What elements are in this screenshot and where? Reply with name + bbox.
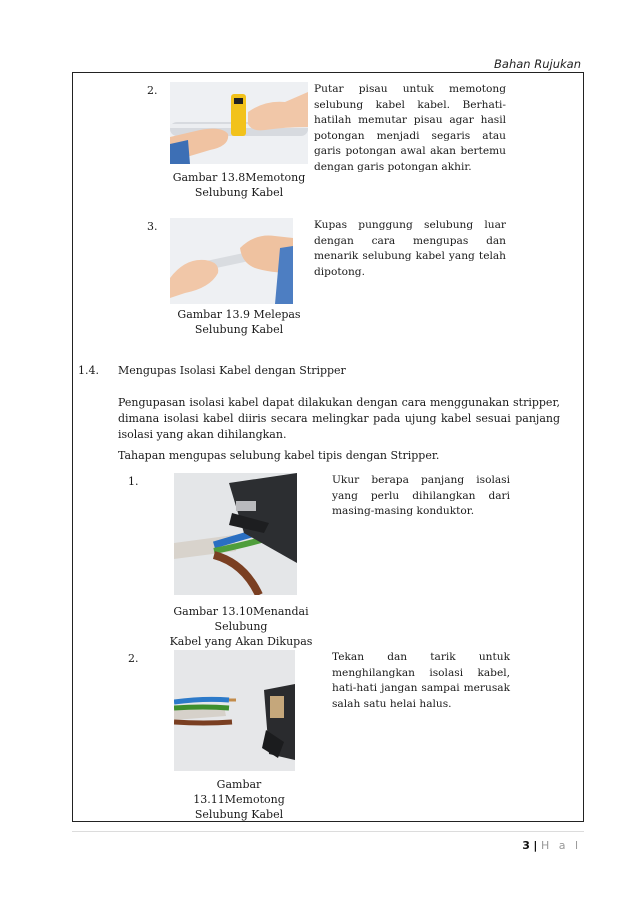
figure-caption: Gambar 13.10Menandai Selubung Kabel yang Akan Dikupas [169, 605, 313, 648]
photo-marking-insulation [174, 473, 297, 595]
step-number: 2. [128, 652, 139, 665]
photo-stripping-insulation [174, 650, 295, 771]
section-number: 1.4. [78, 364, 99, 377]
step-description: Tekan dan tarik untuk menghilangkan isolasi kabel, hati-hati jangan sampai merusak salah satu helai halus. [332, 651, 510, 710]
footer-separator: | [533, 839, 538, 852]
page-number: 3 [522, 839, 530, 852]
step-description: Putar pisau untuk memotong selubung kabel kabel. Berhati-hatilah memutar pisau agar hasil potongan menjadi segaris atau garis potongan awal akan bertemu dengan garis potongan akhir. [314, 83, 506, 173]
footer-divider [72, 831, 584, 832]
header-title: Bahan Rujukan [494, 57, 581, 71]
step-number: 1. [128, 475, 139, 488]
step-description: Ukur berapa panjang isolasi yang perlu dihilangkan dari masing-masing konduktor. [332, 474, 510, 517]
figure-caption: Gambar 13.11Memotong Selubung Kabel [193, 778, 285, 821]
step-number: 2. [147, 84, 158, 97]
photo-cutting-sheath [170, 82, 308, 164]
intro-paragraph: Pengupasan isolasi kabel dapat dilakukan dengan cara menggunakan stripper, dimana isolasi kabel diiris secara melingkar pada ujung kabel sesuai panjang isolasi yang akan dihilangkan. [118, 396, 560, 441]
photo-removing-sheath [170, 218, 293, 304]
figure-caption: Gambar 13.8Memotong Selubung Kabel [172, 171, 306, 199]
subheading: Tahapan mengupas selubung kabel tipis dengan Stripper. [118, 449, 440, 462]
section-title: Mengupas Isolasi Kabel dengan Stripper [118, 364, 346, 377]
page-footer [522, 839, 581, 852]
footer-label: H a l [540, 839, 581, 852]
step-number: 3. [147, 220, 158, 233]
step-description: Kupas punggung selubung luar dengan cara mengupas dan menarik selubung kabel yang telah dipotong. [314, 219, 506, 278]
figure-caption: Gambar 13.9 Melepas Selubung Kabel [177, 308, 301, 336]
